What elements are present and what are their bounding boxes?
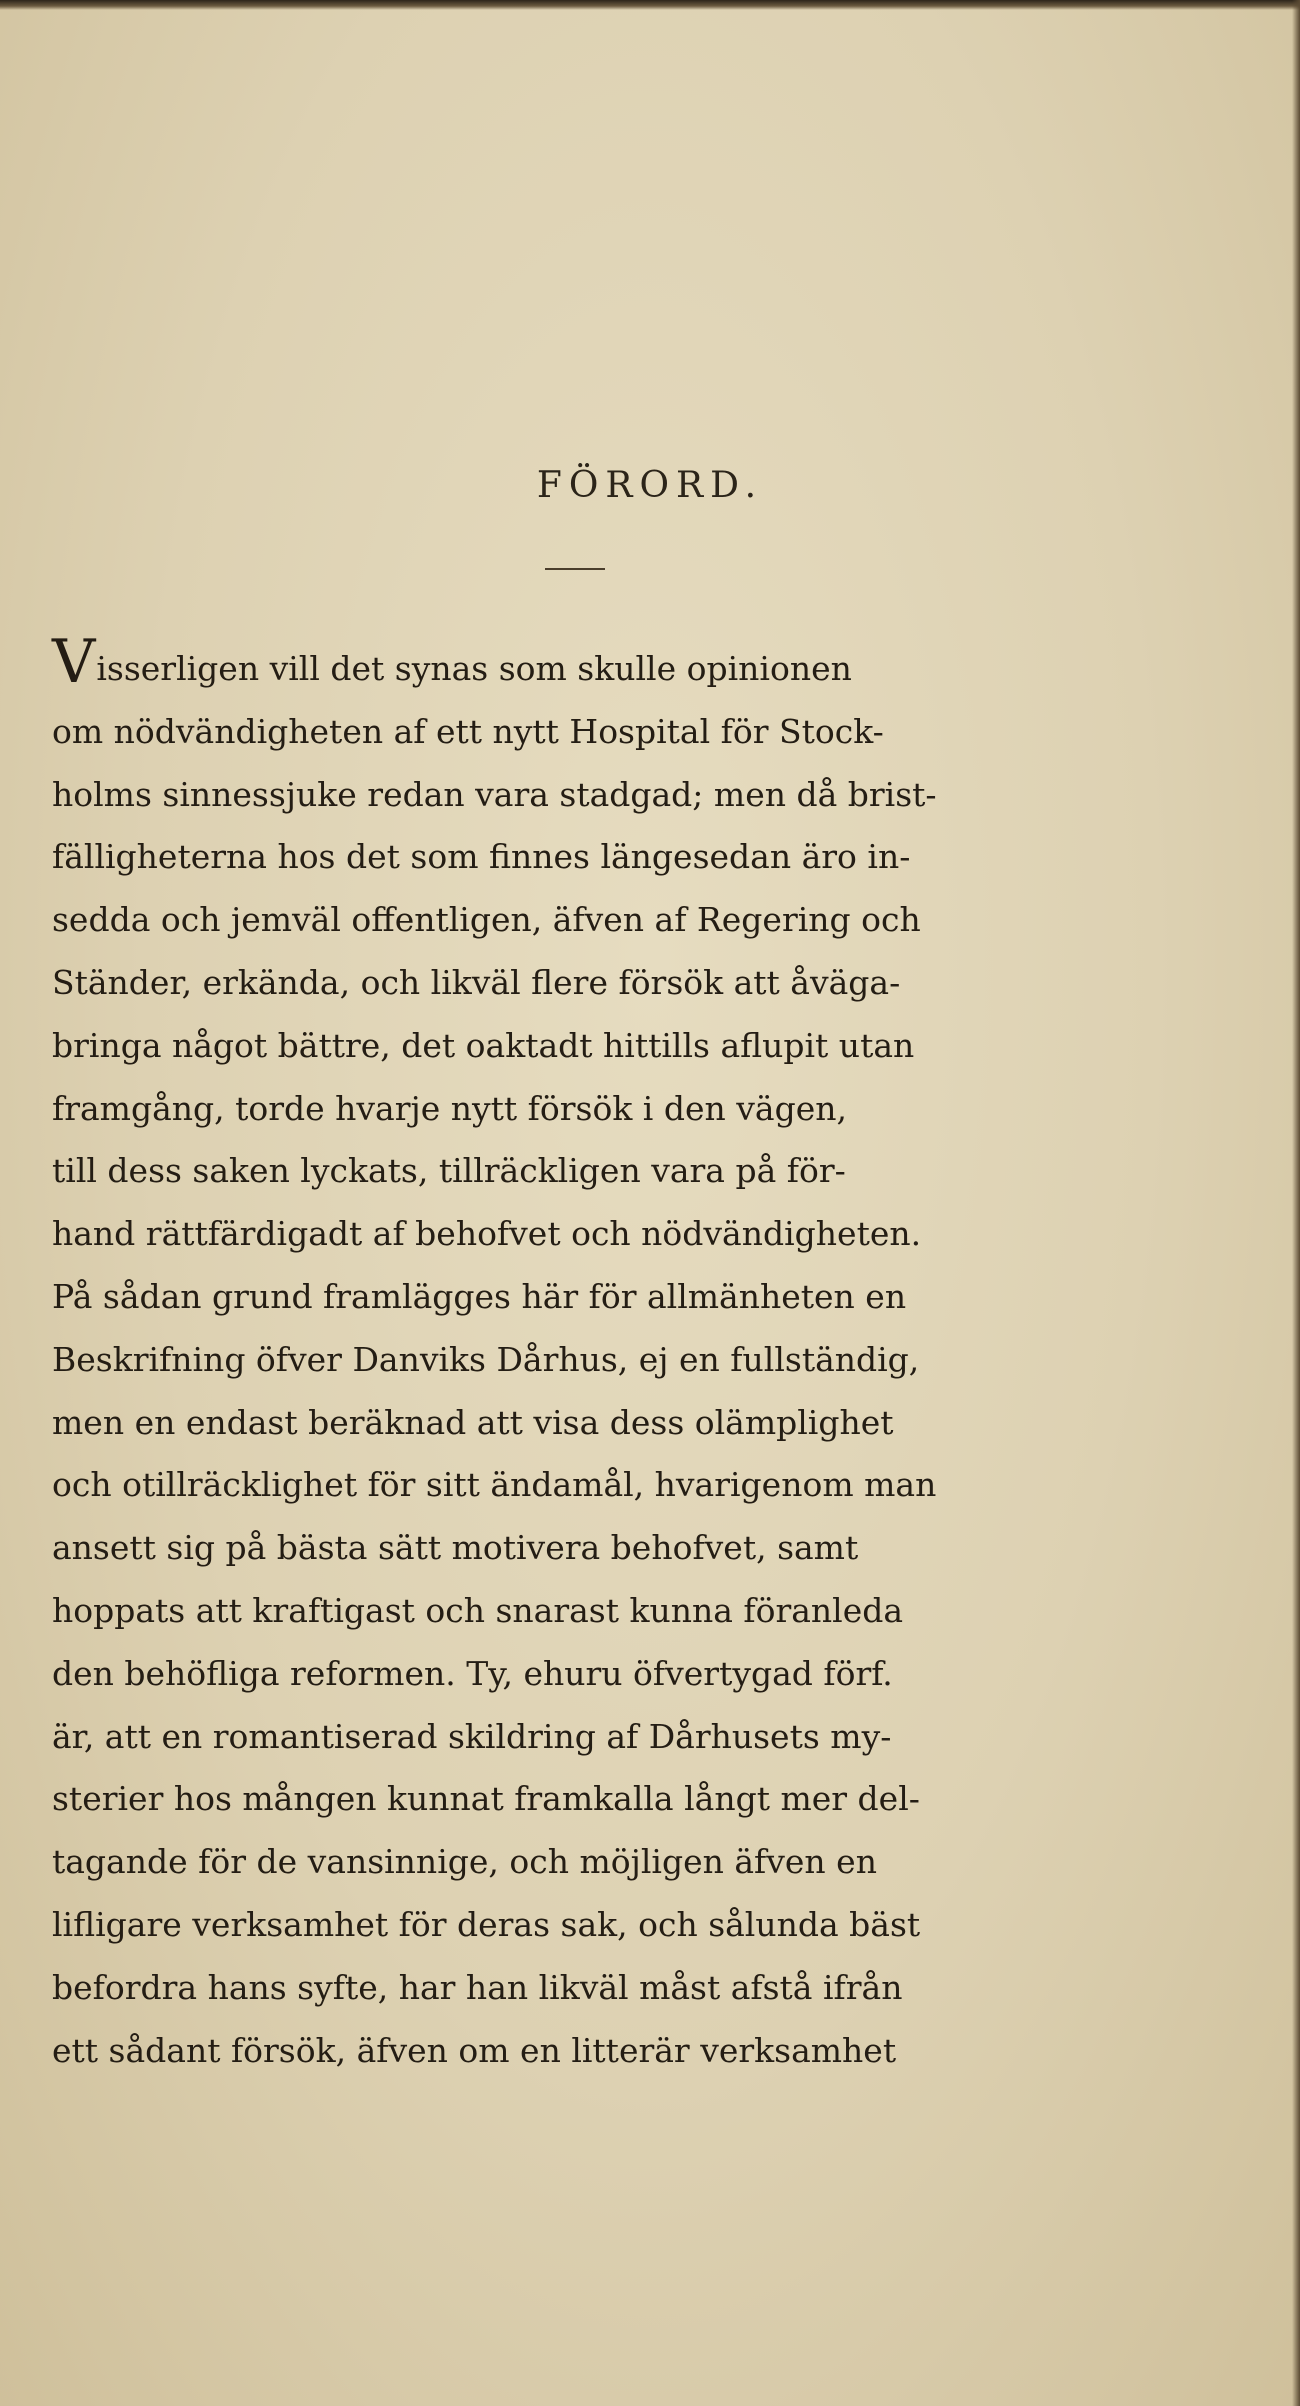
text-line: hoppats att kraftigast och snarast kunna föranleda <box>52 1590 904 1630</box>
text-line: framgång, torde hvarje nytt försök i den vägen, <box>52 1088 847 1128</box>
text-line: ansett sig på bästa sätt motivera behofvet, samt <box>52 1528 859 1568</box>
text-line: befordra hans syfte, har han likväl måst afstå ifrån <box>52 1967 903 2007</box>
text-line: sedda och jemväl offentligen, äfven af Regering och <box>52 900 921 940</box>
text-line: bringa något bättre, det oaktadt hittills aflupit utan <box>52 1025 915 1065</box>
text-line: om nödvändigheten af ett nytt Hospital för Stock- <box>52 711 884 751</box>
text-line: men en endast beräknad att visa dess olämplighet <box>52 1402 894 1442</box>
text-line: och otillräcklighet för sitt ändamål, hvarigenom man <box>52 1465 937 1505</box>
text-line: till dess saken lyckats, tillräckligen vara på för- <box>52 1151 846 1191</box>
preface-heading: FÖRORD. <box>536 465 764 506</box>
page-top-edge <box>0 0 1300 10</box>
text-line: tagande för de vansinnige, och möjligen äfven en <box>52 1842 877 1882</box>
text-line: lifligare verksamhet för deras sak, och sålunda bäst <box>52 1904 921 1944</box>
text-line: hand rättfärdigadt af behofvet och nödvändigheten. <box>52 1214 922 1254</box>
text-line: ett sådant försök, äfven om en litterär verksamhet <box>52 2030 897 2070</box>
text-line: fälligheterna hos det som finnes längesedan äro in- <box>52 837 911 877</box>
text-line: den behöfliga reformen. Ty, ehuru öfvertygad förf. <box>52 1653 893 1693</box>
text-line: Ständer, erkända, och likväl flere försök att åväga- <box>52 962 901 1002</box>
text-line: På sådan grund framlägges här för allmänheten en <box>52 1276 907 1316</box>
drop-cap: V <box>52 627 96 697</box>
text-line: Beskrifning öfver Danviks Dårhus, ej en fullständig, <box>52 1339 920 1379</box>
heading-rule <box>545 568 605 570</box>
text-line: sterier hos mången kunnat framkalla långt mer del- <box>52 1779 920 1819</box>
text-line: Visserligen vill det synas som skulle opinionen <box>52 627 852 697</box>
page-right-edge <box>1292 0 1300 2406</box>
preface-paragraph <box>52 627 1114 2082</box>
text-line: holms sinnessjuke redan vara stadgad; men då brist- <box>52 774 937 814</box>
text-line: är, att en romantiserad skildring af Dårhusets my- <box>52 1716 892 1756</box>
